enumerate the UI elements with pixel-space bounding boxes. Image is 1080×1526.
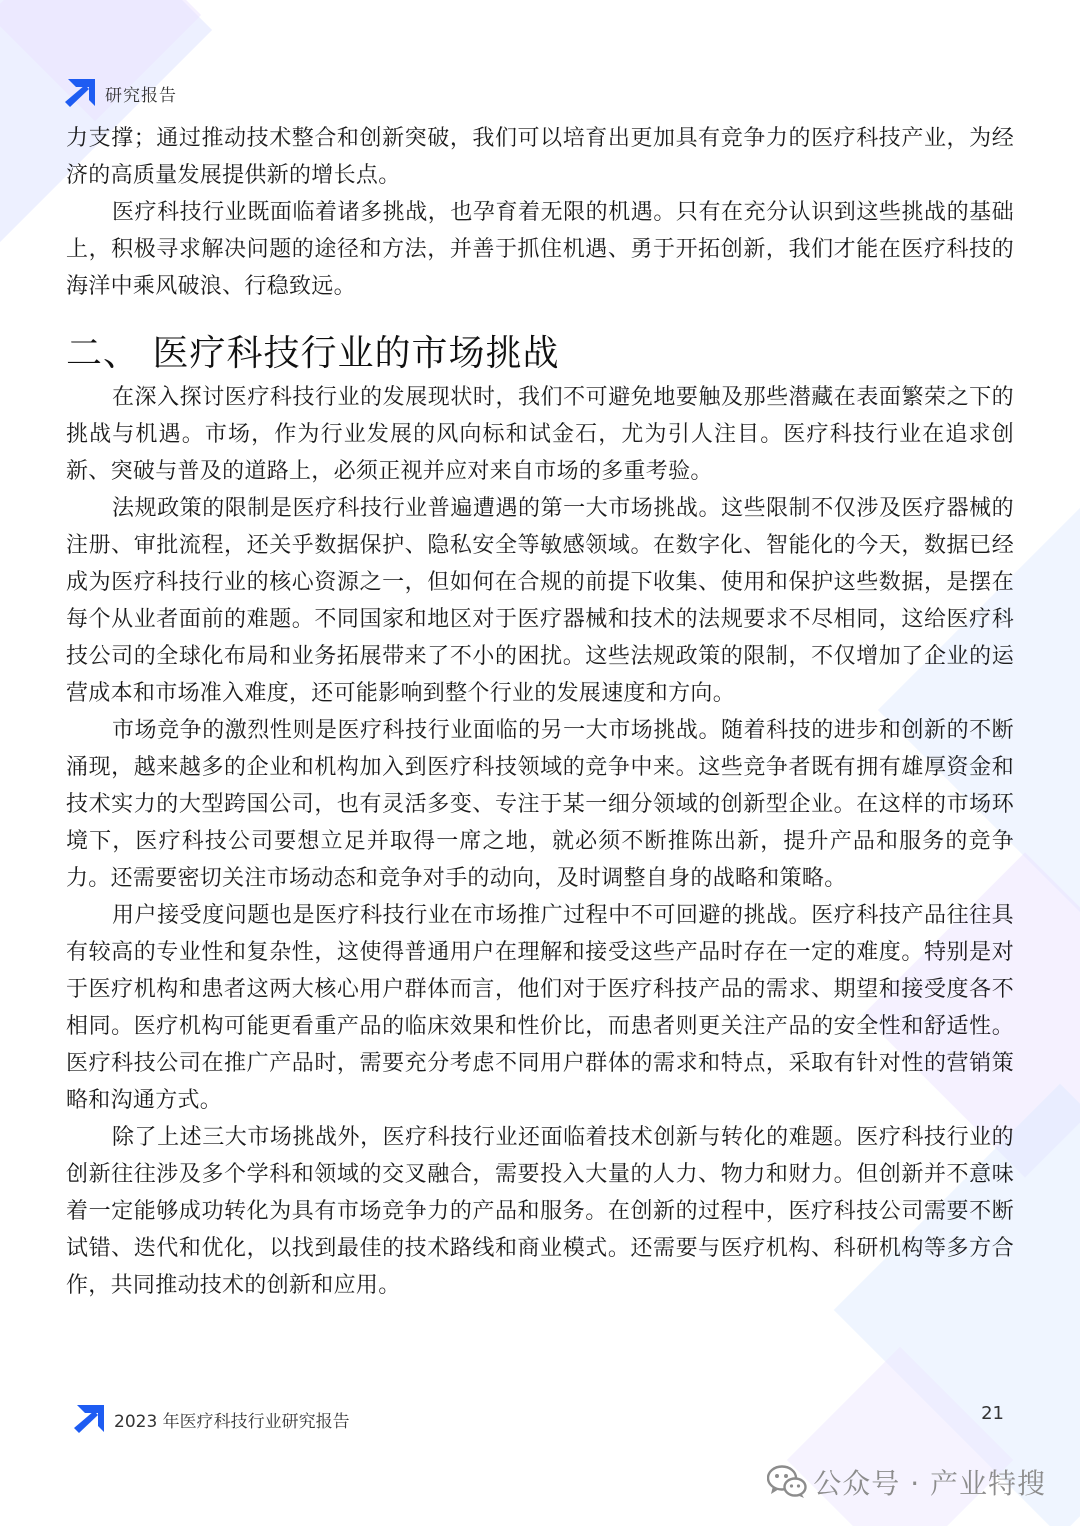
page-header <box>65 79 177 107</box>
watermark-text: 公众号 · 产业特搜 <box>813 1467 1046 1500</box>
page-number: 21 <box>981 1403 1004 1424</box>
section-heading: 二、 医疗科技行业的市场挑战 <box>66 333 560 374</box>
paragraph: 市场竞争的激烈性则是医疗科技行业面临的另一大市场挑战。随着科技的进步和创新的不断涌现，越来越多的企业和机构加入到医疗科技领域的竞争中来。这些竞争者既有拥有雄厚资金和技术实力的大型跨国公司，也有灵活多变、专注于某一细分领域的创新型企业。在这样的市场环境下，医疗科技公司要想立足并取得一席之地，就必须不断推陈出新，提升产品和服务的竞争力。还需要密切关注市场动态和竞争对手的动向，及时调整自身的战略和策略。 <box>66 718 1014 891</box>
wechat-icon <box>767 1465 807 1499</box>
paragraph: 用户接受度问题也是医疗科技行业在市场推广过程中不可回避的挑战。医疗科技产品往往具有较高的专业性和复杂性，这使得普通用户在理解和接受这些产品时存在一定的难度。特别是对于医疗机构和患者这两大核心用户群体而言，他们对于医疗科技产品的需求、期望和接受度各不相同。医疗机构可能更看重产品的临床效果和性价比，而患者则更关注产品的安全性和舒适性。医疗科技公司在推广产品时，需要充分考虑不同用户群体的需求和特点，采取有针对性的营销策略和沟通方式。 <box>66 903 1014 1113</box>
watermark <box>767 1462 1046 1502</box>
report-type-label: 研究报告 <box>105 85 177 106</box>
document-body <box>66 120 1014 1304</box>
footer-report-title: 2023 年医疗科技行业研究报告 <box>114 1411 350 1432</box>
arrow-logo-icon <box>74 1405 104 1433</box>
paragraph: 除了上述三大市场挑战外，医疗科技行业还面临着技术创新与转化的难题。医疗科技行业的创新往往涉及多个学科和领域的交叉融合，需要投入大量的人力、物力和财力。但创新并不意味着一定能够成功转化为具有市场竞争力的产品和服务。在创新的过程中，医疗科技公司需要不断试错、迭代和优化，以找到最佳的技术路线和商业模式。还需要与医疗机构、科研机构等多方合作，共同推动技术的创新和应用。 <box>66 1125 1014 1298</box>
arrow-logo-icon <box>65 79 95 107</box>
paragraph: 在深入探讨医疗科技行业的发展现状时，我们不可避免地要触及那些潜藏在表面繁荣之下的挑战与机遇。市场，作为行业发展的风向标和试金石，尤为引人注目。医疗科技行业在追求创新、突破与普及的道路上，必须正视并应对来自市场的多重考验。 <box>66 385 1014 484</box>
paragraph: 医疗科技行业既面临着诸多挑战，也孕育着无限的机遇。只有在充分认识到这些挑战的基础上，积极寻求解决问题的途径和方法，并善于抓住机遇、勇于开拓创新，我们才能在医疗科技的海洋中乘风破浪、行稳致远。 <box>66 200 1014 299</box>
paragraph: 力支撑；通过推动技术整合和创新突破，我们可以培育出更加具有竞争力的医疗科技产业，为经济的高质量发展提供新的增长点。 <box>66 126 1014 188</box>
paragraph: 法规政策的限制是医疗科技行业普遍遭遇的第一大市场挑战。这些限制不仅涉及医疗器械的注册、审批流程，还关乎数据保护、隐私安全等敏感领域。在数字化、智能化的今天，数据已经成为医疗科技行业的核心资源之一，但如何在合规的前提下收集、使用和保护这些数据，是摆在每个从业者面前的难题。不同国家和地区对于医疗器械和技术的法规要求不尽相同，这给医疗科技公司的全球化布局和业务拓展带来了不小的困扰。这些法规政策的限制，不仅增加了企业的运营成本和市场准入难度，还可能影响到整个行业的发展速度和方向。 <box>66 496 1014 706</box>
page-footer <box>74 1405 350 1433</box>
